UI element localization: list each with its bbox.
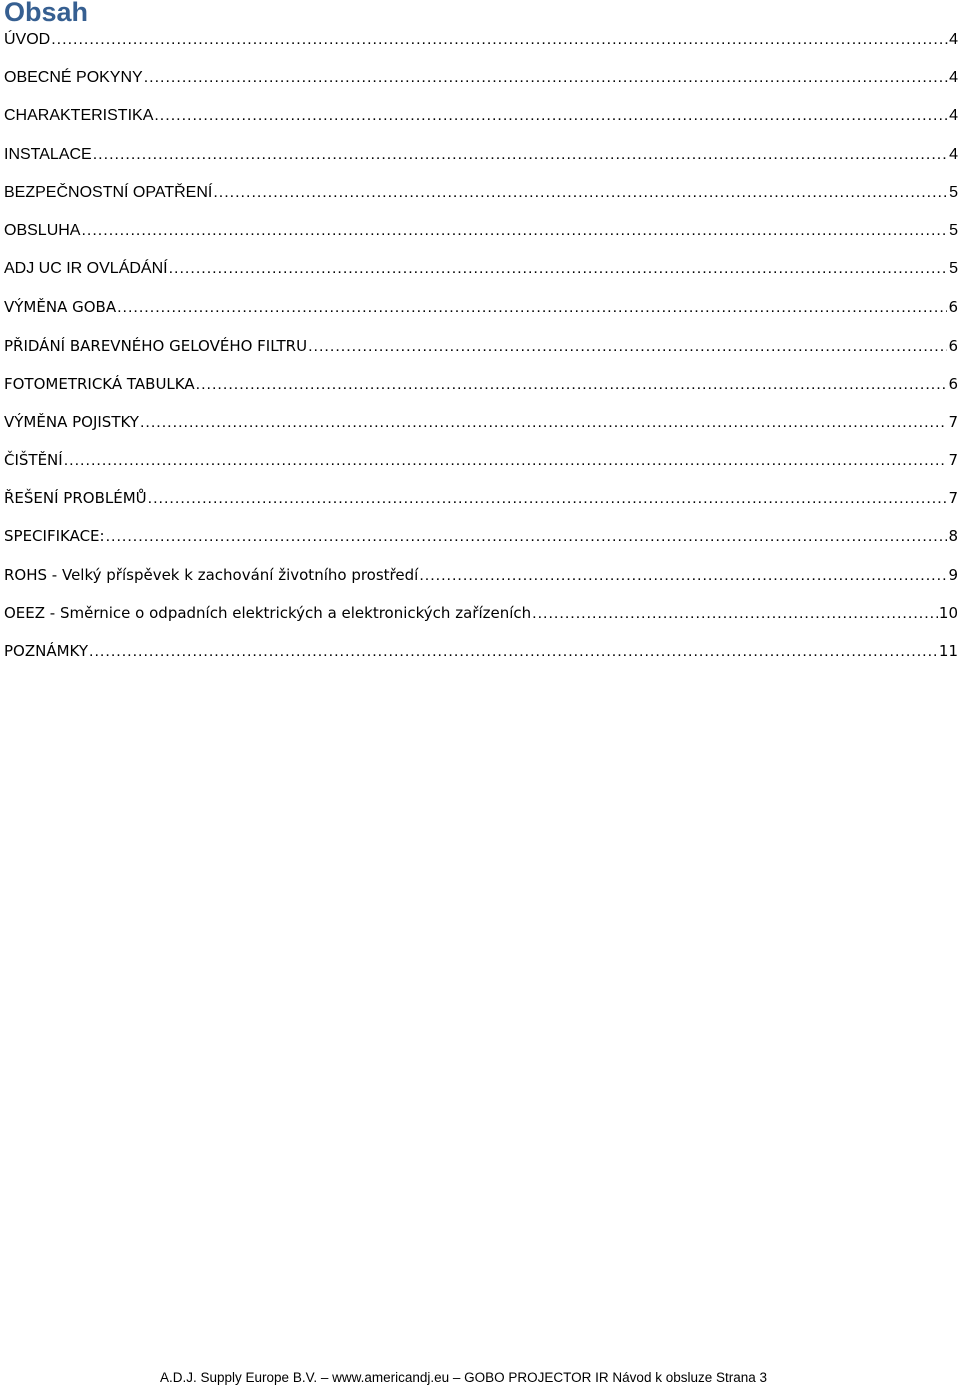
toc-entry-page: 11 — [938, 642, 958, 660]
toc-leader-dots — [51, 27, 948, 53]
toc-entry-page: 6 — [948, 298, 958, 317]
toc-entry-page: 6 — [948, 336, 958, 355]
toc-entry-label: ČIŠTĚNÍ — [4, 451, 63, 470]
toc-leader-dots — [213, 180, 948, 206]
toc-entry-charakteristika[interactable] — [4, 103, 958, 141]
toc-leader-dots — [106, 524, 948, 550]
toc-entry-label: POZNÁMKY — [4, 642, 89, 660]
toc-entry-page: 8 — [948, 527, 958, 546]
toc-leader-dots — [196, 372, 948, 398]
toc-entry-page: 4 — [949, 145, 958, 163]
toc-entry-label: VÝMĚNA GOBA — [4, 298, 117, 317]
toc-leader-dots — [64, 448, 948, 474]
toc-entry-uvod[interactable] — [4, 27, 958, 65]
toc-entry-pridani-gel-filtru[interactable] — [4, 333, 958, 371]
toc-entry-page: 4 — [949, 69, 958, 87]
page-title: Obsah — [4, 0, 89, 27]
toc-entry-label: ADJ UC IR OVLÁDÁNÍ — [4, 260, 168, 278]
toc-entry-label: ÚVOD — [4, 31, 51, 48]
toc-entry-page: 7 — [948, 412, 958, 431]
toc-entry-page: 10 — [938, 603, 958, 622]
toc-leader-dots — [140, 410, 948, 436]
toc-leader-dots — [169, 256, 949, 282]
toc-entry-label: PŘIDÁNÍ BAREVNÉHO GELOVÉHO FILTRU — [4, 336, 308, 355]
toc-entry-adj-uc-ir-ovladani[interactable] — [4, 256, 958, 294]
toc-entry-fotometricka-tabulka[interactable] — [4, 371, 958, 409]
toc-entry-page: 4 — [949, 107, 958, 125]
toc-entry-specifikace[interactable] — [4, 523, 958, 561]
toc-entry-label: VÝMĚNA POJISTKY — [4, 412, 139, 431]
toc-entry-rohs[interactable] — [4, 562, 958, 600]
toc-entry-page: 5 — [949, 260, 958, 278]
toc-entry-vymena-pojistky[interactable] — [4, 409, 958, 447]
toc-entry-page: 7 — [948, 489, 958, 508]
toc-entry-label: BEZPEČNOSTNÍ OPATŘENÍ — [4, 183, 213, 201]
toc-entry-cisteni[interactable] — [4, 447, 958, 485]
toc-leader-dots — [148, 486, 948, 512]
toc-entry-label: SPECIFIKACE: — [4, 527, 105, 546]
toc-entry-label: OBSLUHA — [4, 221, 81, 239]
toc-entry-page: 4 — [949, 31, 958, 48]
toc-entry-bezpecnostni-opatreni[interactable] — [4, 180, 958, 218]
toc-leader-dots — [81, 218, 948, 244]
toc-leader-dots — [308, 334, 947, 360]
toc-entry-reseni-problemu[interactable] — [4, 485, 958, 523]
toc-entry-oeez[interactable] — [4, 600, 958, 638]
toc-leader-dots — [154, 103, 948, 129]
toc-entry-poznamky[interactable] — [4, 638, 958, 676]
toc-entry-page: 5 — [949, 221, 958, 239]
table-of-contents — [4, 27, 958, 676]
page-footer: A.D.J. Supply Europe B.V. – www.americandj.eu – GOBO PROJECTOR IR Návod k obsluze Strana 3 — [160, 1370, 768, 1385]
toc-entry-instalace[interactable] — [4, 142, 958, 180]
toc-entry-label: FOTOMETRICKÁ TABULKA — [4, 374, 195, 393]
toc-entry-label: ŘEŠENÍ PROBLÉMŮ — [4, 489, 147, 508]
toc-entry-page: 7 — [948, 451, 958, 470]
toc-entry-page: 5 — [949, 183, 958, 201]
toc-entry-obecne-pokyny[interactable] — [4, 65, 958, 103]
toc-entry-label: ROHS - Velký příspěvek k zachování životního prostředí — [4, 565, 419, 584]
toc-entry-label: INSTALACE — [4, 145, 92, 163]
toc-entry-label: CHARAKTERISTIKA — [4, 107, 154, 125]
toc-entry-page: 9 — [948, 565, 958, 584]
toc-entry-obsluha[interactable] — [4, 218, 958, 256]
toc-entry-vymena-goba[interactable] — [4, 294, 958, 332]
toc-leader-dots — [144, 65, 948, 91]
toc-leader-dots — [117, 295, 947, 321]
toc-entry-label: OEEZ - Směrnice o odpadních elektrických a elektronických zařízeních — [4, 603, 532, 622]
toc-leader-dots — [532, 601, 938, 627]
toc-entry-page: 6 — [948, 374, 958, 393]
toc-entry-label: OBECNÉ POKYNY — [4, 69, 143, 87]
toc-leader-dots — [419, 563, 947, 589]
toc-leader-dots — [89, 639, 938, 665]
toc-leader-dots — [93, 142, 948, 168]
